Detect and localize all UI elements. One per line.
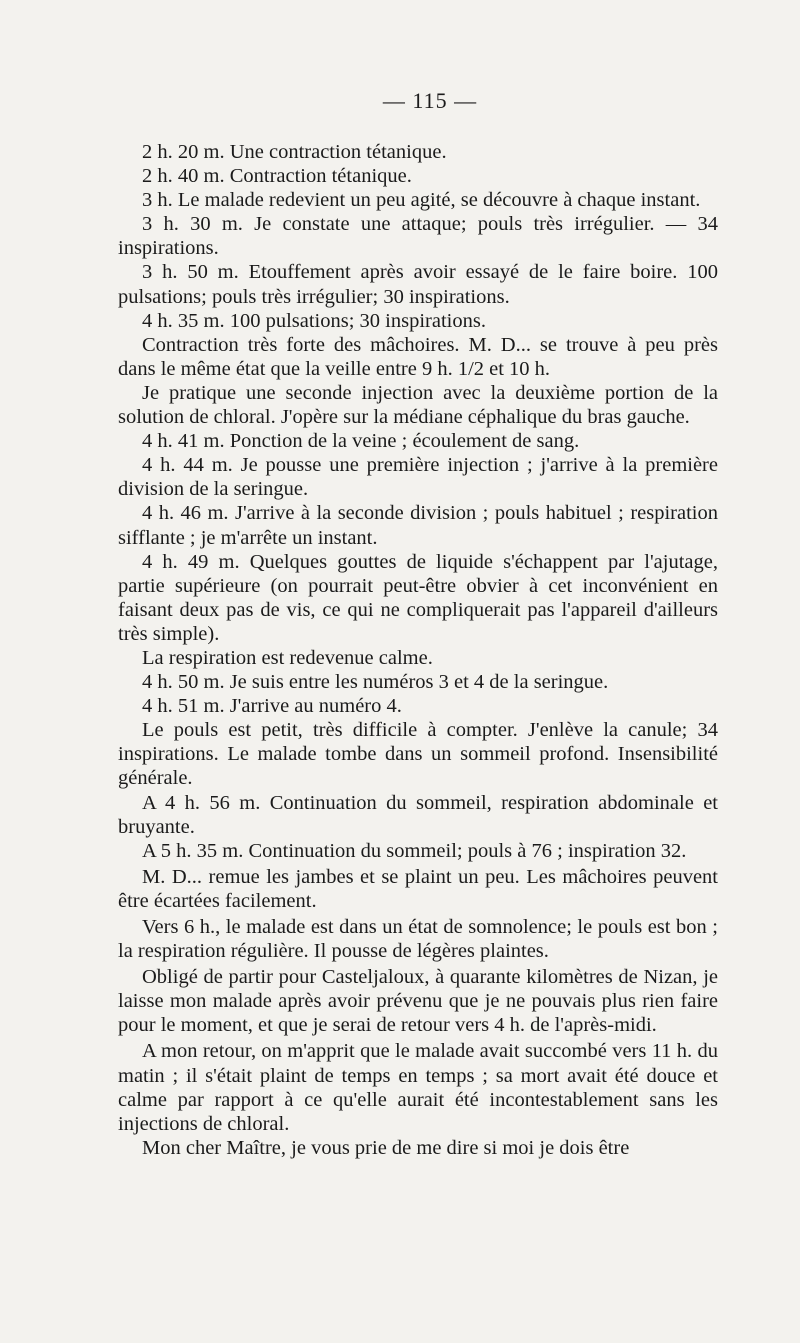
paragraph: Mon cher Maître, je vous prie de me dire si moi je dois être xyxy=(142,1136,630,1159)
paragraph: A 4 h. 56 m. Continuation du sommeil, respiration abdominale et bruyante. xyxy=(118,791,718,838)
paragraph: 4 h. 35 m. 100 pulsations; 30 inspirations. xyxy=(142,309,486,332)
paragraph: La respiration est redevenue calme. xyxy=(142,646,433,669)
paragraph: A 5 h. 35 m. Continuation du sommeil; pouls à 76 ; inspiration 32. xyxy=(142,839,687,862)
paragraph: 4 h. 41 m. Ponction de la veine ; écoulement de sang. xyxy=(142,430,580,453)
paragraph: Obligé de partir pour Casteljaloux, à quarante kilomètres de Nizan, je laisse mon malade après avoir prévenu que je ne pouvais plus rien faire pour le moment, et que je serai de retour vers 4 h. de l'après-midi. xyxy=(118,966,718,1037)
paragraph: 3 h. Le malade redevient un peu agité, se découvre à chaque instant. xyxy=(142,189,701,212)
paragraph: Contraction très forte des mâchoires. M. D... se trouve à peu près dans le même état que la veille entre 9 h. 1/2 et 10 h. xyxy=(118,333,718,380)
paragraph: 4 h. 50 m. Je suis entre les numéros 3 et 4 de la seringue. xyxy=(142,671,609,694)
paragraph: 3 h. 50 m. Etouffement après avoir essayé de le faire boire. 100 pulsations; pouls très irrégulier; 30 inspirations. xyxy=(118,261,718,308)
paragraph: Vers 6 h., le malade est dans un état de somnolence; le pouls est bon ; la respiration régulière. Il pousse de légères plaintes. xyxy=(118,916,718,963)
paragraph: 2 h. 40 m. Contraction tétanique. xyxy=(142,165,412,188)
paragraph: 2 h. 20 m. Une contraction tétanique. xyxy=(142,141,447,163)
paragraph: Le pouls est petit, très difficile à compter. J'enlève la canule; 34 inspirations. Le malade tombe dans un sommeil profond. Insensibilité générale. xyxy=(118,719,718,790)
body-text xyxy=(118,140,718,1160)
paragraph: 4 h. 49 m. Quelques gouttes de liquide s'échappent par l'ajutage, partie supérieure (on pourrait peut-être obvier à cet inconvénient en faisant deux pas de vis, ce qui ne compliquerait pas l'appareil d'ailleurs très simple). xyxy=(118,550,718,645)
page-number: — 115 — xyxy=(382,88,478,113)
paragraph: Je pratique une seconde injection avec la deuxième portion de la solution de chloral. J'opère sur la médiane céphalique du bras gauche. xyxy=(118,381,718,429)
paragraph: 3 h. 30 m. Je constate une attaque; pouls très irrégulier. — 34 inspirations. xyxy=(118,213,718,260)
paragraph: 4 h. 51 m. J'arrive au numéro 4. xyxy=(142,695,402,718)
paragraph: M. D... remue les jambes et se plaint un peu. Les mâchoires peuvent être écartées facilement. xyxy=(118,865,718,912)
paragraph: 4 h. 46 m. J'arrive à la seconde division ; pouls habituel ; respiration sifflante ; je m'arrête un instant. xyxy=(118,502,718,549)
paragraph: 4 h. 44 m. Je pousse une première injection ; j'arrive à la première division de la seringue. xyxy=(118,454,718,501)
paragraph: A mon retour, on m'apprit que le malade avait succombé vers 11 h. du matin ; il s'était plaint de temps en temps ; sa mort avait été douce et calme par rapport à ce qu'elle aurait été incontestablement sans les injections de chloral. xyxy=(118,1040,718,1135)
